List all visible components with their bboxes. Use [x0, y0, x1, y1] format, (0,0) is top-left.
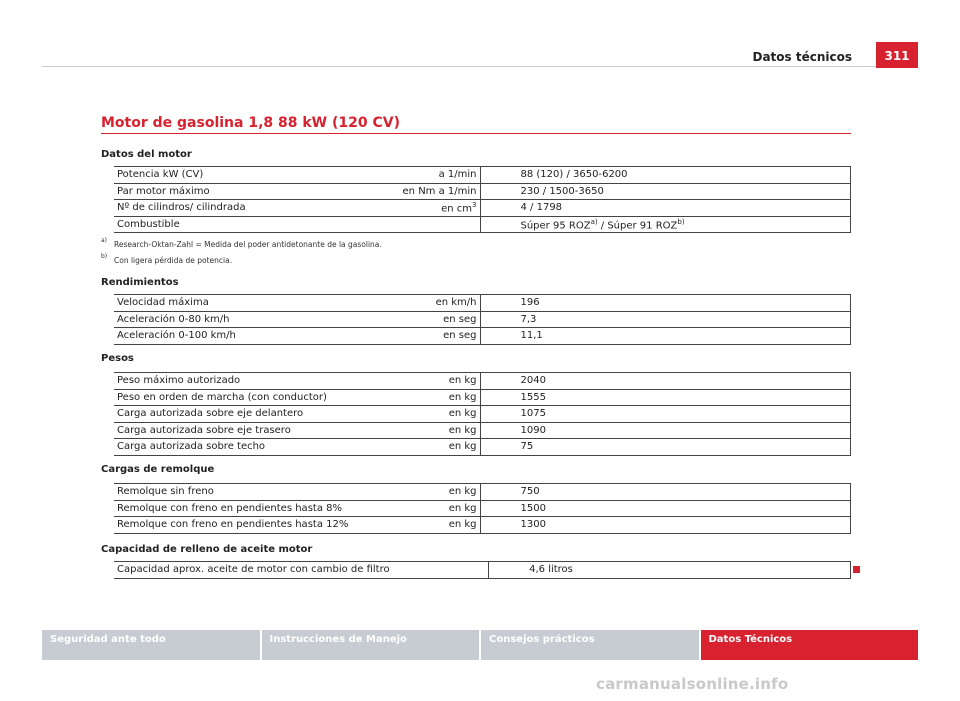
- row-unit: en seg: [384, 311, 480, 328]
- section-title: Motor de gasolina 1,8 88 kW (120 CV): [101, 115, 400, 131]
- footnote-text: Research-Oktan-Zahl = Medida del poder antidetonante de la gasolina.: [114, 240, 382, 249]
- unit-text: en cm: [441, 203, 473, 215]
- row-unit: [384, 200, 480, 217]
- trailer-heading: Cargas de remolque: [101, 464, 215, 475]
- row-unit: en km/h: [384, 295, 480, 312]
- row-label: Remolque con freno en pendientes hasta 12%: [114, 517, 384, 534]
- row-label: Carga autorizada sobre techo: [114, 439, 384, 456]
- section-end-marker: [853, 566, 860, 573]
- row-unit: en kg: [384, 517, 480, 534]
- row-unit: en Nm a 1/min: [384, 183, 480, 200]
- trailer-table: [114, 483, 851, 534]
- row-unit: en seg: [384, 328, 480, 345]
- table-row: [114, 167, 851, 184]
- footnote-ref-b: b): [677, 217, 685, 226]
- footer-nav: [42, 630, 918, 660]
- table-row: [114, 200, 851, 217]
- weights-table: [114, 372, 851, 456]
- footer-tab-seguridad[interactable]: Seguridad ante todo: [42, 630, 260, 660]
- fuel-primary: Súper 95 ROZ: [520, 219, 591, 231]
- page-number-badge: 311: [876, 42, 918, 68]
- engine-table: [114, 166, 851, 233]
- row-label: Aceleración 0-80 km/h: [114, 311, 384, 328]
- row-value: 1075: [480, 406, 851, 423]
- row-unit: [393, 562, 489, 579]
- row-label: Nº de cilindros/ cilindrada: [114, 200, 384, 217]
- row-label: Remolque con freno en pendientes hasta 8%: [114, 500, 384, 517]
- row-unit: a 1/min: [384, 167, 480, 184]
- row-value: 4 / 1798: [480, 200, 851, 217]
- row-value: 230 / 1500-3650: [480, 183, 851, 200]
- footnote-mark: b): [101, 253, 108, 260]
- row-value: 2040: [480, 373, 851, 390]
- table-row: [114, 562, 851, 579]
- footnote-mark: a): [101, 237, 108, 244]
- row-value: 1090: [480, 422, 851, 439]
- row-value: 196: [480, 295, 851, 312]
- row-unit: en kg: [384, 439, 480, 456]
- row-value: 750: [480, 484, 851, 501]
- table-row: [114, 406, 851, 423]
- footnote-a: [101, 237, 382, 249]
- row-unit: en kg: [384, 484, 480, 501]
- footnote-b: [101, 253, 233, 265]
- table-row: [114, 439, 851, 456]
- row-label: Par motor máximo: [114, 183, 384, 200]
- row-value: 1300: [480, 517, 851, 534]
- fuel-alternate: / Súper 91 ROZ: [597, 219, 678, 231]
- table-row: [114, 295, 851, 312]
- row-unit: en kg: [384, 500, 480, 517]
- footnote-text: Con ligera pérdida de potencia.: [114, 256, 233, 265]
- row-unit: [384, 216, 480, 233]
- row-value: 7,3: [480, 311, 851, 328]
- footer-tab-datos-tecnicos[interactable]: Datos Técnicos: [701, 630, 919, 660]
- oil-table: [114, 561, 851, 579]
- row-label: Peso máximo autorizado: [114, 373, 384, 390]
- oil-heading: Capacidad de relleno de aceite motor: [101, 544, 313, 555]
- row-value: 1500: [480, 500, 851, 517]
- table-row: [114, 422, 851, 439]
- row-value: 1555: [480, 389, 851, 406]
- row-value: 4,6 litros: [489, 562, 851, 579]
- footer-tab-instrucciones[interactable]: Instrucciones de Manejo: [262, 630, 480, 660]
- engine-heading: Datos del motor: [101, 149, 192, 160]
- row-label: Carga autorizada sobre eje delantero: [114, 406, 384, 423]
- row-label: Carga autorizada sobre eje trasero: [114, 422, 384, 439]
- row-value: [480, 216, 851, 233]
- row-label: Peso en orden de marcha (con conductor): [114, 389, 384, 406]
- performance-table: [114, 294, 851, 345]
- weights-heading: Pesos: [101, 353, 134, 364]
- row-label: Aceleración 0-100 km/h: [114, 328, 384, 345]
- row-label: Remolque sin freno: [114, 484, 384, 501]
- table-row: [114, 389, 851, 406]
- unit-superscript: 3: [472, 201, 477, 210]
- row-unit: en kg: [384, 373, 480, 390]
- row-label: Combustible: [114, 216, 384, 233]
- footnote-ref-a: a): [590, 217, 598, 226]
- row-label: Velocidad máxima: [114, 295, 384, 312]
- row-value: 11,1: [480, 328, 851, 345]
- header-rule: [42, 66, 918, 67]
- row-value: 88 (120) / 3650-6200: [480, 167, 851, 184]
- watermark: carmanualsonline.info: [596, 675, 789, 693]
- performance-heading: Rendimientos: [101, 277, 179, 288]
- page-header-title: Datos técnicos: [752, 50, 852, 64]
- table-row: [114, 484, 851, 501]
- row-unit: en kg: [384, 389, 480, 406]
- row-unit: en kg: [384, 406, 480, 423]
- row-label: Potencia kW (CV): [114, 167, 384, 184]
- table-row: [114, 500, 851, 517]
- table-row: [114, 183, 851, 200]
- table-row: [114, 517, 851, 534]
- table-row: [114, 311, 851, 328]
- table-row: [114, 373, 851, 390]
- row-value: 75: [480, 439, 851, 456]
- row-label: Capacidad aprox. aceite de motor con cambio de filtro: [114, 562, 393, 579]
- table-row: [114, 328, 851, 345]
- table-row: [114, 216, 851, 233]
- footer-tab-consejos[interactable]: Consejos prácticos: [481, 630, 699, 660]
- section-title-rule: [101, 133, 851, 134]
- row-unit: en kg: [384, 422, 480, 439]
